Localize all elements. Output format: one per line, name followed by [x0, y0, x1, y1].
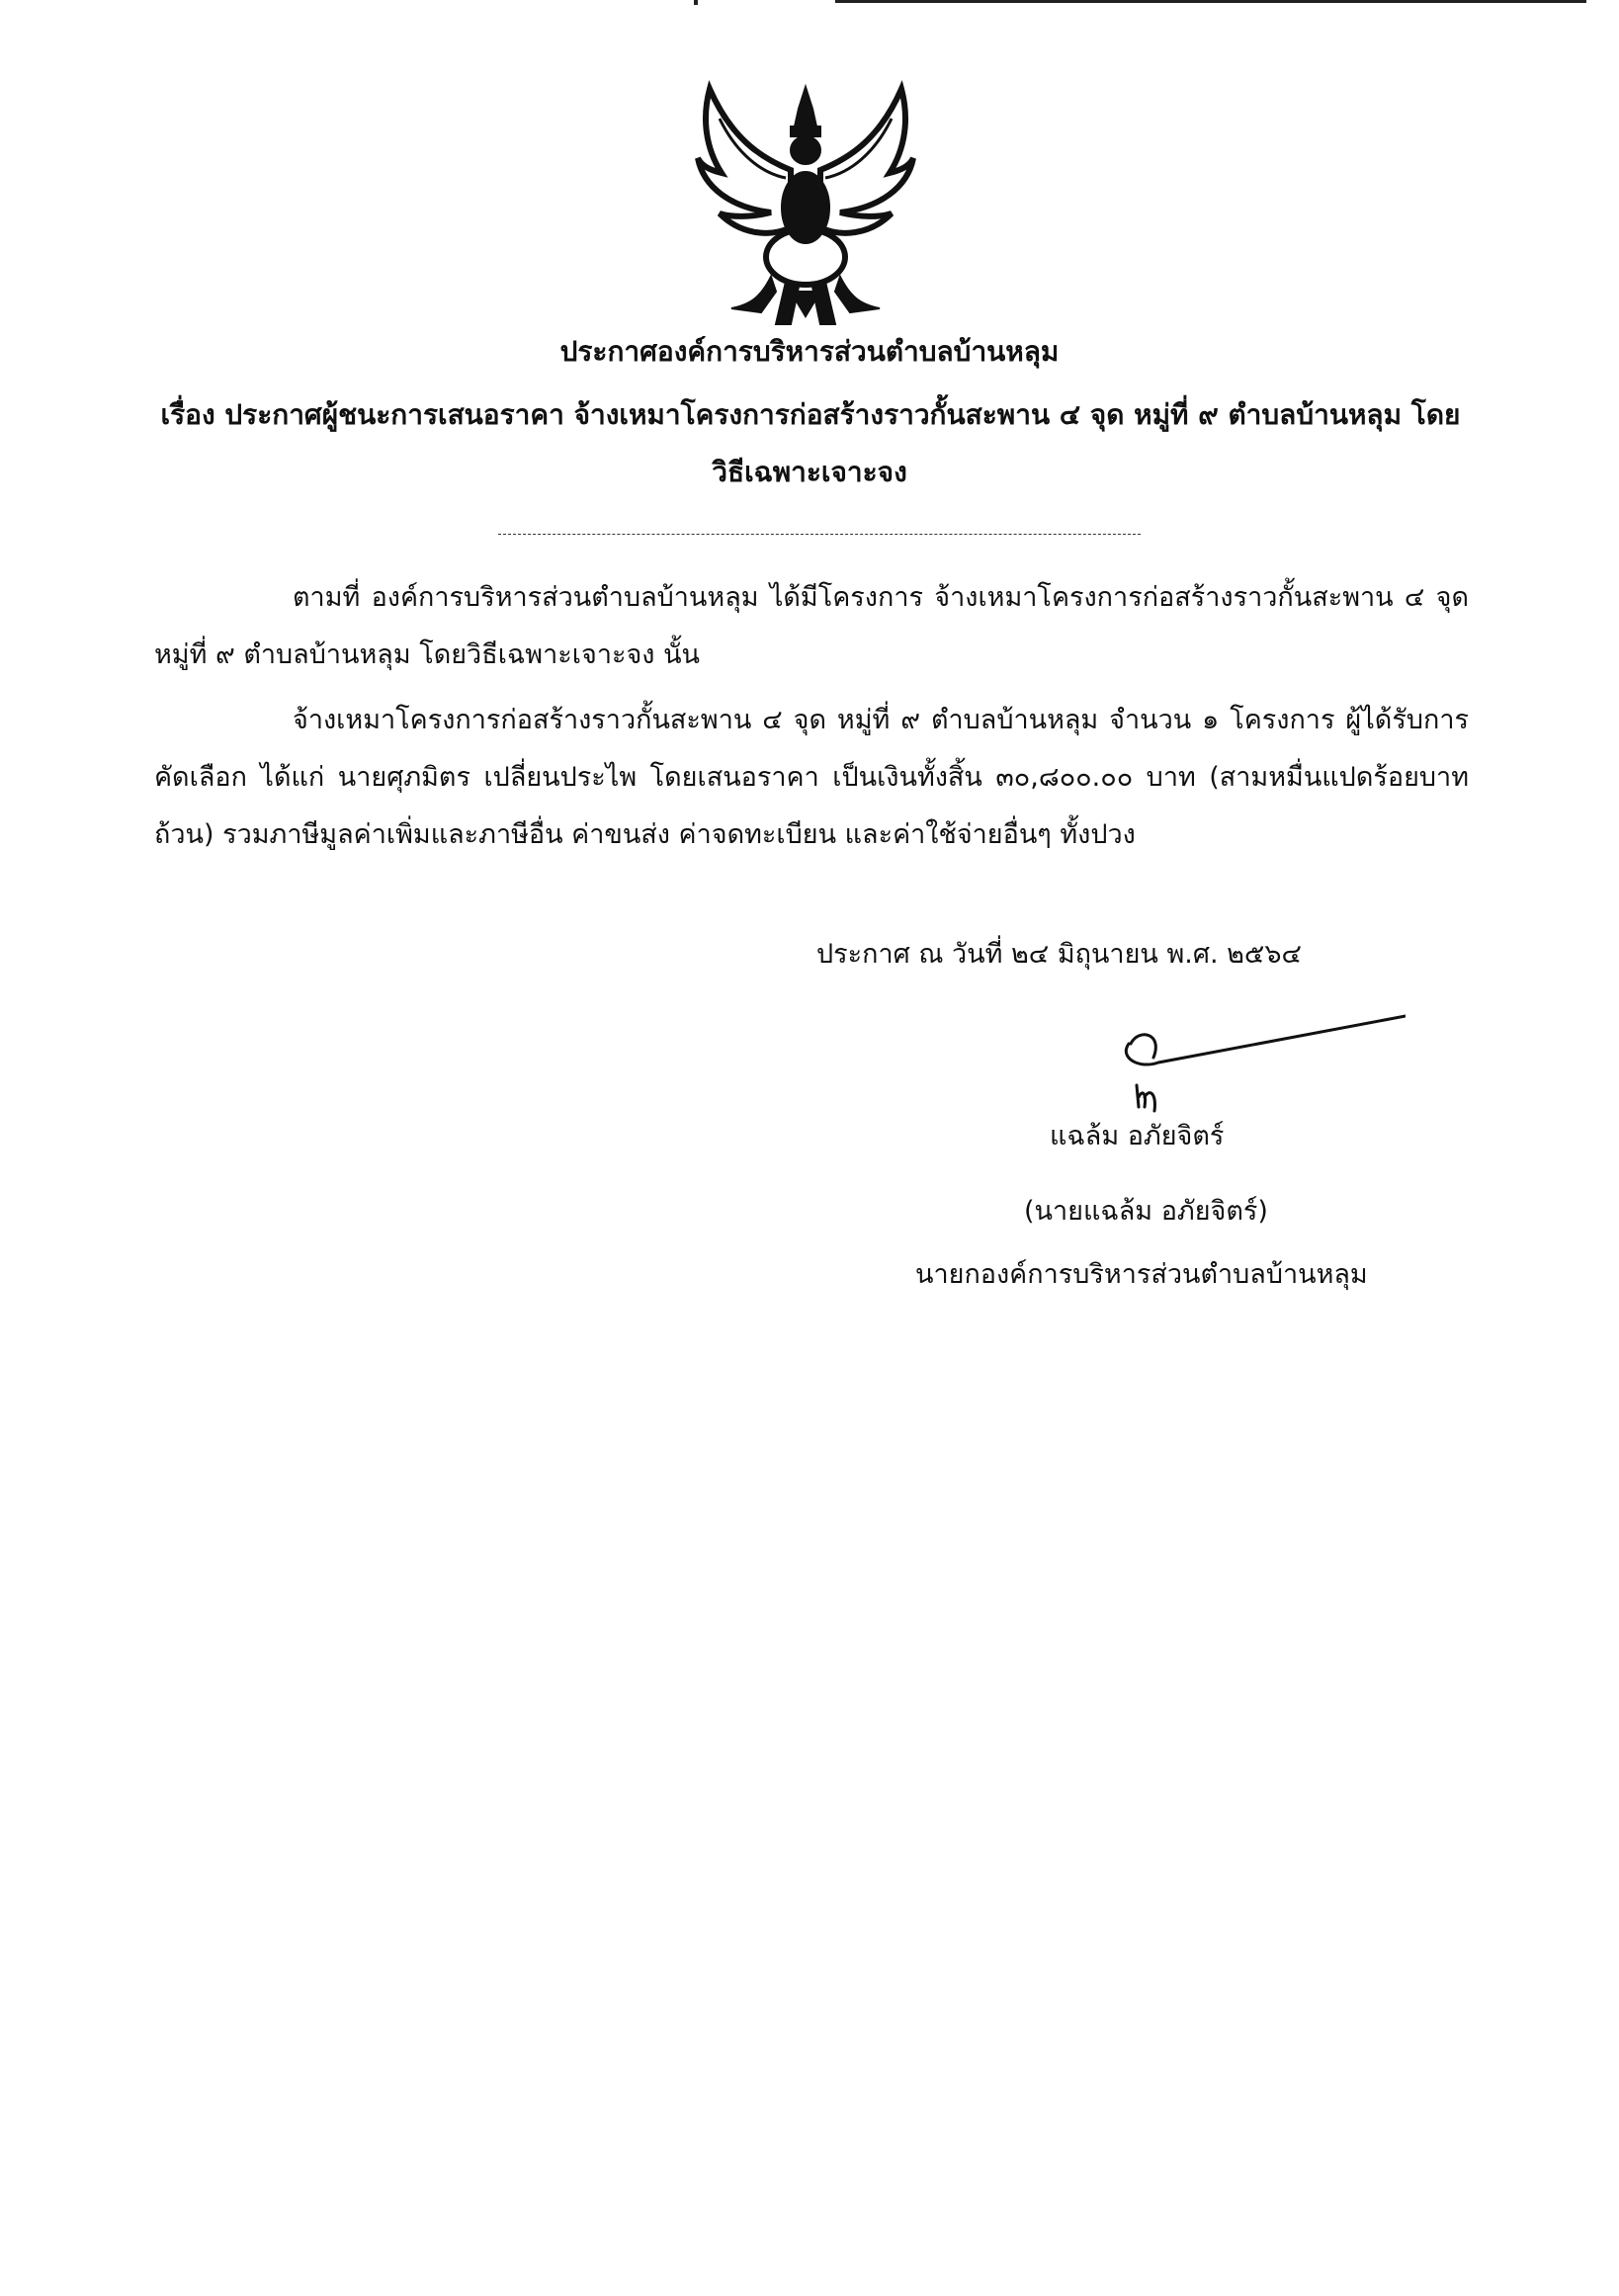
signatory-name: แฉล้ม อภัยจิตร์ — [1050, 1121, 1225, 1151]
signatory-full-name: (นายแฉล้ม อภัยจิตร์) — [1024, 1196, 1268, 1227]
scan-artifact-dot — [694, 0, 698, 5]
garuda-emblem-icon — [692, 79, 919, 328]
signatory-title: นายกองค์การบริหารส่วนตำบลบ้านหลุม — [915, 1259, 1368, 1290]
subject-line-1: เรื่อง ประกาศผู้ชนะการเสนอราคา จ้างเหมาโครงการก่อสร้างราวกั้นสะพาน ๔ จุด หมู่ที่ ๙ ตำบลบ้านหลุม โดย — [160, 398, 1461, 431]
announcement-date: ประกาศ ณ วันที่ ๒๔ มิถุนายน พ.ศ. ๒๕๖๔ — [816, 939, 1302, 970]
subject-line-2: วิธีเฉพาะเจาะจง — [712, 456, 907, 488]
body-paragraph-1: ตามที่ องค์การบริหารส่วนตำบลบ้านหลุม ได้มีโครงการ จ้างเหมาโครงการก่อสร้างราวกั้นสะพาน ๔ จุด หมู่ที่ ๙ ตำบลบ้านหลุม โดยวิธีเฉพาะเจาะจง นั้น — [154, 582, 1469, 670]
body-paragraph-2: จ้างเหมาโครงการก่อสร้างราวกั้นสะพาน ๔ จุด หมู่ที่ ๙ ตำบลบ้านหลุม จำนวน ๑ โครงการ ผู้ได้รับการคัดเลือก ได้แก่ นายศุภมิตร เปลี่ยนประไพ โดยเสนอราคา เป็นเงินทั้งสิ้น ๓๐,๘๐๐.๐๐ บาท (สามหมื่นแปดร้อยบาทถ้วน) รวมภาษีมูลค่าเพิ่มและภาษีอื่น ค่าขนส่ง ค่าจดทะเบียน และค่าใช้จ่ายอื่นๆ ทั้งปวง — [154, 705, 1469, 850]
scan-artifact-line — [835, 0, 1586, 3]
dashed-divider — [498, 534, 1141, 535]
document-title: ประกาศองค์การบริหารส่วนตำบลบ้านหลุม — [559, 335, 1060, 368]
handwritten-signature — [1109, 1008, 1406, 1117]
